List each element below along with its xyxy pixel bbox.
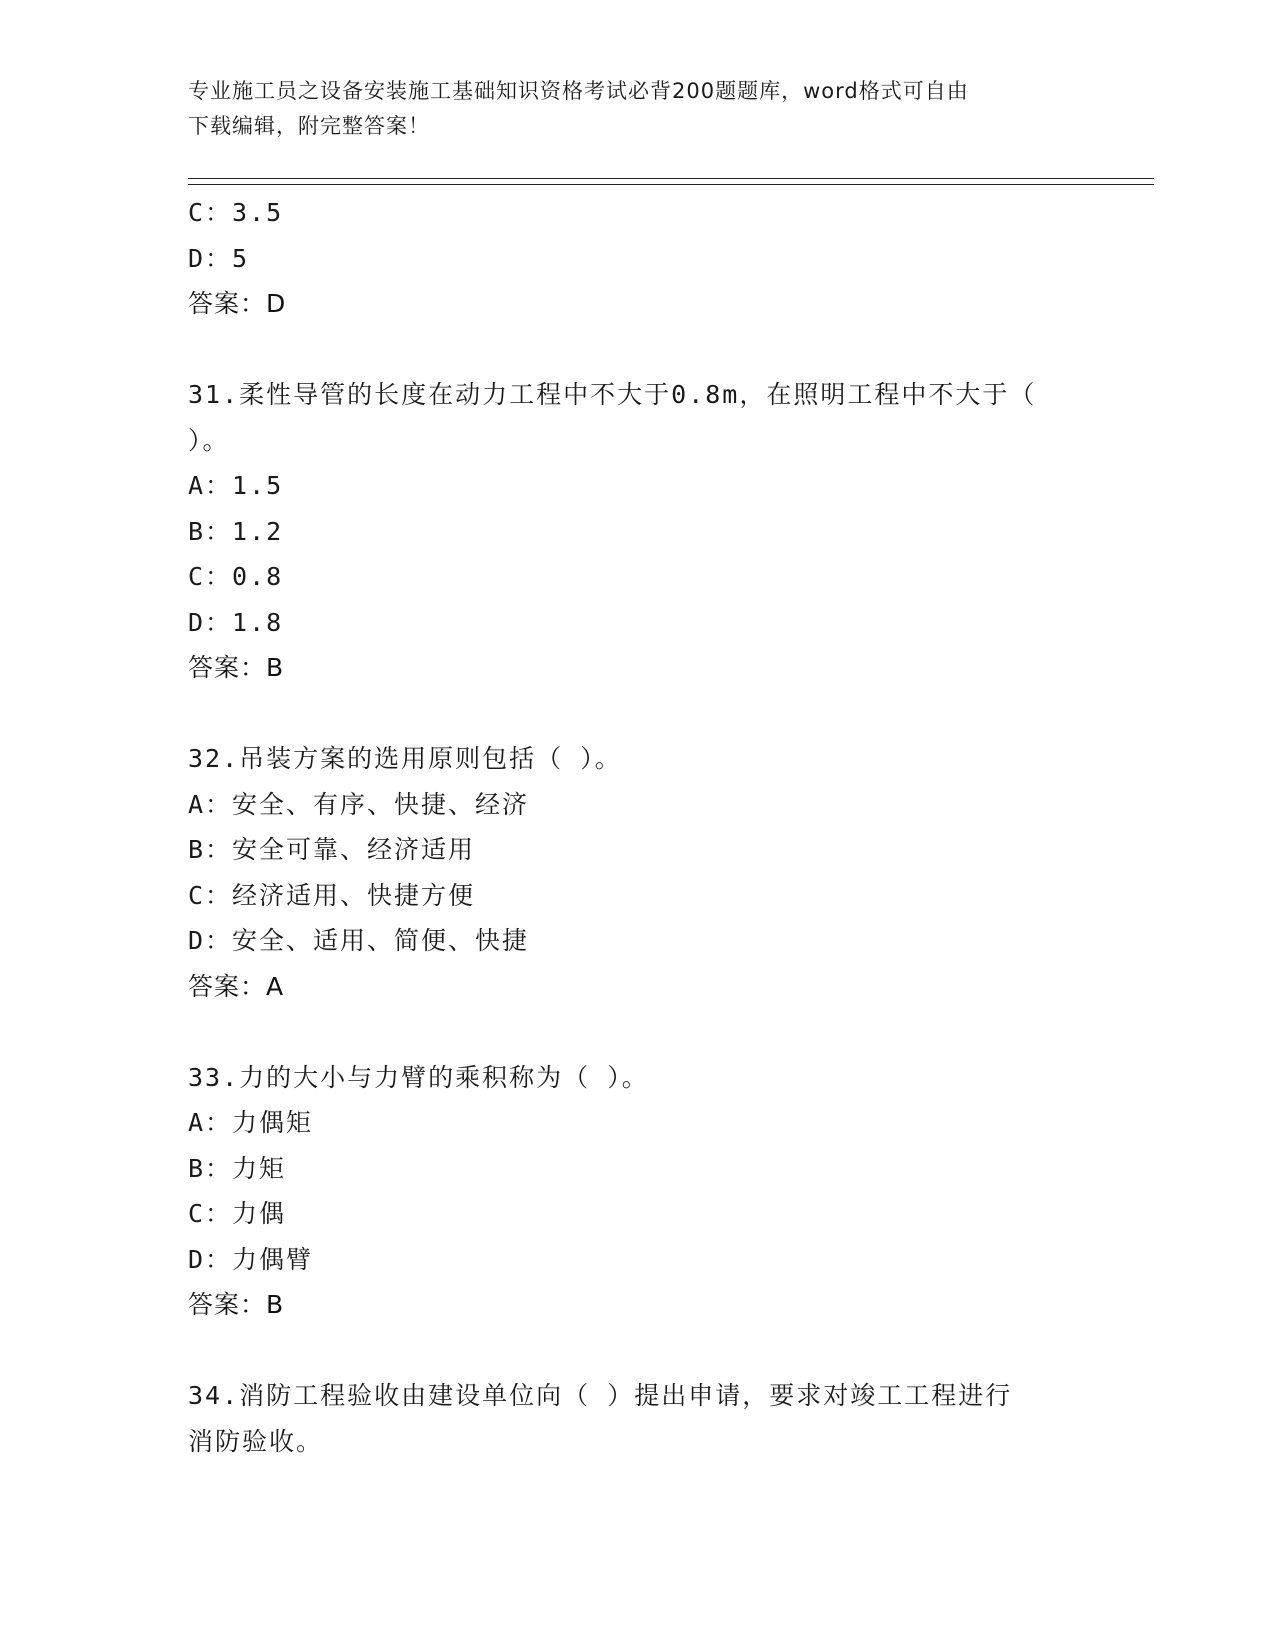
option-c: C：0.8 [188,562,284,591]
document-header [188,74,1068,144]
spacer [188,327,1088,373]
question-block-32 [188,736,1088,1009]
spacer [188,691,1088,737]
header-divider-bottom [188,184,1154,185]
question-text-line-1: 34.消防工程验收由建设单位向（ ）提出申请，要求对竣工工程进行 [188,1381,1013,1410]
option-a: A：力偶矩 [188,1108,314,1137]
header-line-2: 下载编辑，附完整答案！ [188,114,430,138]
option-c: C：经济适用、快捷方便 [188,880,476,910]
question-text: 32.吊装方案的选用原则包括（ ）。 [188,744,622,773]
question-text-line-2: 消防验收。 [188,1426,324,1456]
answer-line: 答案：B [188,653,285,682]
answer-line: 答案：D [188,289,287,318]
answer-line: 答案：B [188,1290,285,1319]
option-a: A：1.5 [188,471,284,500]
question-block-31 [188,372,1088,691]
spacer [188,1009,1088,1055]
spacer [188,1328,1088,1374]
question-block-34 [188,1373,1088,1464]
option-b: B：安全可靠、经济适用 [188,835,476,864]
question-block-prev [188,190,1088,327]
option-c: C：3.5 [188,198,284,227]
answer-line: 答案：A [188,971,285,1001]
option-d: D：1.8 [188,607,284,637]
header-divider-top [188,178,1154,179]
question-list [188,190,1088,1464]
question-text: 33.力的大小与力臂的乘积称为（ ）。 [188,1062,649,1092]
option-d: D：5 [188,243,250,273]
question-block-33 [188,1055,1088,1328]
option-d: D：安全、适用、简便、快捷 [188,926,530,955]
question-text-line-1: 31.柔性导管的长度在动力工程中不大于0.8m，在照明工程中不大于（ [188,380,1037,409]
option-b: B：力矩 [188,1153,287,1183]
option-b: B：1.2 [188,516,284,546]
header-line-1: 专业施工员之设备安装施工基础知识资格考试必背200题题库，word格式可自由 [188,79,969,103]
option-d: D：力偶臂 [188,1244,314,1274]
option-a: A：安全、有序、快捷、经济 [188,789,530,819]
option-c: C：力偶 [188,1199,287,1228]
question-text-line-2: ）。 [188,425,230,455]
